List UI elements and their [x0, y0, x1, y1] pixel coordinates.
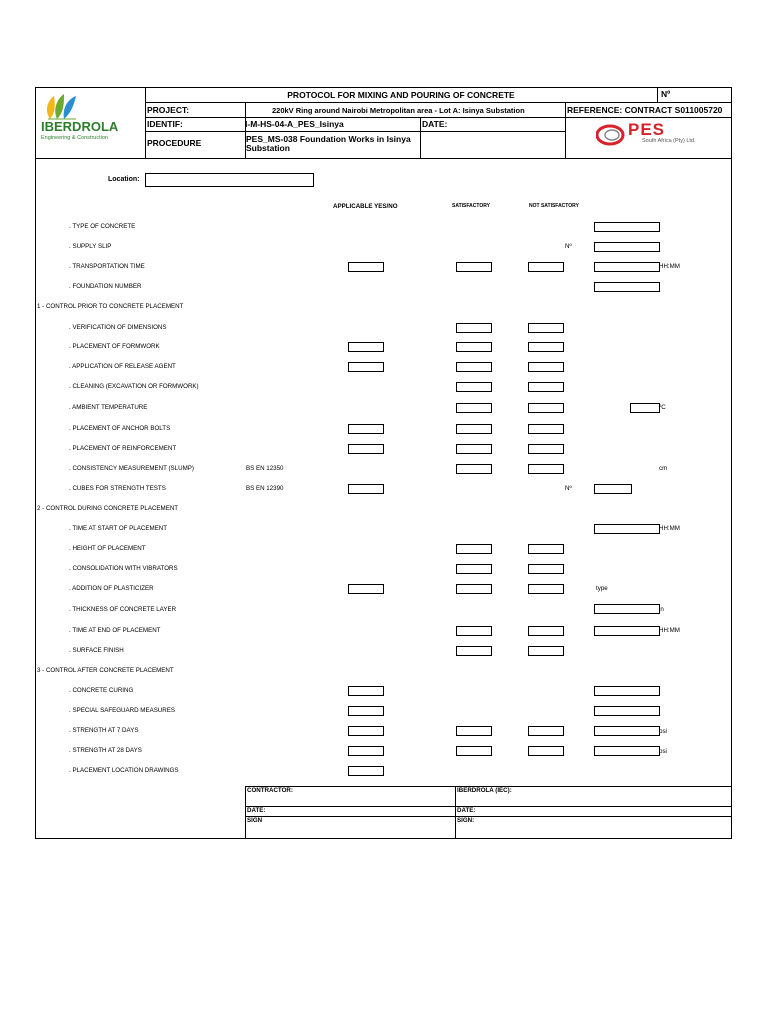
iberdrola-label: IBERDROLA (IEC): — [457, 787, 512, 794]
iberdrola-wordmark: IBERDROLA — [41, 119, 119, 134]
not-satisfactory-checkbox[interactable] — [528, 544, 564, 554]
procedure-label: PROCEDURE — [147, 138, 202, 148]
applicable-checkbox[interactable] — [348, 746, 384, 756]
form-title: PROTOCOL FOR MIXING AND POURING OF CONCRETE — [287, 90, 515, 100]
row-label: . TIME AT END OF PLACEMENT — [69, 627, 161, 634]
not-satisfactory-checkbox[interactable] — [528, 464, 564, 474]
contractor-label: CONTRACTOR: — [247, 787, 293, 794]
applicable-checkbox[interactable] — [348, 444, 384, 454]
project-label: PROJECT: — [147, 105, 190, 115]
header-line — [657, 87, 658, 102]
row-label: . TRANSPORTATION TIME — [69, 263, 145, 270]
value-field[interactable] — [594, 626, 660, 636]
satisfactory-checkbox[interactable] — [456, 424, 492, 434]
not-satisfactory-checkbox[interactable] — [528, 444, 564, 454]
standard-label: BS EN 12390 — [246, 485, 284, 492]
not-satisfactory-checkbox[interactable] — [528, 726, 564, 736]
not-satisfactory-checkbox[interactable] — [528, 564, 564, 574]
value-field[interactable] — [594, 524, 660, 534]
row-label: . AMBIENT TEMPERATURE — [69, 404, 148, 411]
contractor-sign-label: SIGN — [247, 817, 263, 824]
location-field[interactable] — [145, 173, 314, 187]
satisfactory-checkbox[interactable] — [456, 746, 492, 756]
satisfactory-checkbox[interactable] — [456, 382, 492, 392]
applicable-checkbox[interactable] — [348, 706, 384, 716]
unit-label: HH:MM — [659, 627, 680, 634]
satisfactory-checkbox[interactable] — [456, 564, 492, 574]
applicable-checkbox[interactable] — [348, 484, 384, 494]
row-label: . PLACEMENT OF FORMWORK — [69, 343, 160, 350]
row-label: . CONSOLIDATION WITH VIBRATORS — [69, 565, 178, 572]
swoosh-icon — [596, 122, 626, 148]
unit-label: psi — [659, 748, 667, 755]
value-field[interactable] — [594, 242, 660, 252]
pes-subtitle: South Africa (Pty) Ltd. — [642, 138, 696, 144]
not-satisfactory-checkbox[interactable] — [528, 342, 564, 352]
satisfactory-checkbox[interactable] — [456, 342, 492, 352]
not-satisfactory-checkbox[interactable] — [528, 323, 564, 333]
signature-line — [245, 806, 732, 807]
unit-label: HH:MM — [659, 263, 680, 270]
standard-label: BS EN 12350 — [246, 465, 284, 472]
header-line — [145, 117, 732, 118]
pes-wordmark: PES — [628, 120, 666, 139]
header-line — [565, 102, 566, 158]
project-value: 220kV Ring around Nairobi Metropolitan area - Lot A: Isinya Substation — [272, 106, 525, 115]
signature-line — [245, 816, 732, 817]
not-satisfactory-checkbox[interactable] — [528, 362, 564, 372]
type-note: type — [596, 585, 608, 592]
header-line — [35, 158, 732, 159]
row-label: . CONCRETE CURING — [69, 687, 134, 694]
iberdrola-logo — [40, 90, 140, 152]
value-field[interactable] — [594, 282, 660, 292]
value-field[interactable] — [630, 403, 660, 413]
section-heading: 2 - CONTROL DURING CONCRETE PLACEMENT — [37, 505, 179, 512]
section-heading: 1 - CONTROL PRIOR TO CONCRETE PLACEMENT — [37, 303, 184, 310]
header-line — [145, 131, 565, 132]
applicable-checkbox[interactable] — [348, 424, 384, 434]
row-label: . THICKNESS OF CONCRETE LAYER — [69, 606, 177, 613]
satisfactory-checkbox[interactable] — [456, 584, 492, 594]
unit-label: HH:MM — [659, 525, 680, 532]
satisfactory-checkbox[interactable] — [456, 626, 492, 636]
pes-logo — [596, 120, 706, 152]
iberdrola-sign-label: SIGN: — [457, 817, 475, 824]
value-field[interactable] — [594, 746, 660, 756]
row-label: . PLACEMENT LOCATION DRAWINGS — [69, 767, 179, 774]
row-label: . VERIFICATION OF DIMENSIONS — [69, 324, 167, 331]
row-label: . STRENGTH AT 28 DAYS — [69, 747, 142, 754]
row-label: . SURFACE FINISH — [69, 647, 124, 654]
applicable-checkbox[interactable] — [348, 262, 384, 272]
value-field[interactable] — [594, 686, 660, 696]
unit-label: cm — [659, 465, 668, 472]
not-satisfactory-header: NOT SATISFACTORY — [529, 203, 579, 209]
satisfactory-checkbox[interactable] — [456, 444, 492, 454]
applicable-checkbox[interactable] — [348, 766, 384, 776]
satisfactory-checkbox[interactable] — [456, 464, 492, 474]
row-label: . FOUNDATION NUMBER — [69, 283, 142, 290]
iberdrola-subtitle: Engineering & Construction — [41, 135, 108, 141]
row-label: . SUPPLY SLIP — [69, 243, 112, 250]
header-line — [145, 102, 732, 103]
applicable-checkbox[interactable] — [348, 342, 384, 352]
applicable-header: APPLICABLE YES/NO — [333, 203, 398, 210]
satisfactory-checkbox[interactable] — [456, 403, 492, 413]
applicable-checkbox[interactable] — [348, 362, 384, 372]
row-label: . STRENGTH AT 7 DAYS — [69, 727, 139, 734]
section-heading: 3 - CONTROL AFTER CONCRETE PLACEMENT — [37, 667, 174, 674]
row-label: . APPLICATION OF RELEASE AGENT — [69, 363, 176, 370]
satisfactory-checkbox[interactable] — [456, 646, 492, 656]
contractor-date-label: DATE: — [247, 807, 266, 814]
number-label: Nº — [661, 89, 671, 99]
row-label: . CLEANING (EXCAVATION OR FORMWORK) — [69, 383, 199, 390]
row-label: . TYPE OF CONCRETE — [69, 223, 136, 230]
number-note: Nº — [565, 243, 572, 250]
location-label: Location: — [108, 176, 140, 183]
signature-line — [455, 786, 456, 839]
satisfactory-checkbox[interactable] — [456, 726, 492, 736]
unit-label: psi — [659, 728, 667, 735]
identif-value: I-M-HS-04-A_PES_Isinya — [245, 119, 344, 129]
unit-label: ºC — [659, 404, 666, 411]
value-field[interactable] — [594, 706, 660, 716]
not-satisfactory-checkbox[interactable] — [528, 646, 564, 656]
not-satisfactory-checkbox[interactable] — [528, 584, 564, 594]
applicable-checkbox[interactable] — [348, 726, 384, 736]
header-line — [420, 117, 421, 158]
value-field[interactable] — [594, 484, 632, 494]
row-label: . SPECIAL SAFEGUARD MEASURES — [69, 707, 176, 714]
procedure-line-2: Substation — [246, 143, 290, 153]
satisfactory-checkbox[interactable] — [456, 544, 492, 554]
satisfactory-header: SATISFACTORY — [452, 203, 490, 209]
not-satisfactory-checkbox[interactable] — [528, 746, 564, 756]
row-label: . CUBES FOR STRENGTH TESTS — [69, 485, 166, 492]
reference-label: REFERENCE: CONTRACT S011005720 — [567, 105, 723, 115]
value-field[interactable] — [594, 604, 660, 614]
value-field[interactable] — [594, 262, 660, 272]
row-label: . TIME AT START OF PLACEMENT — [69, 525, 167, 532]
number-note: Nº — [565, 485, 572, 492]
satisfactory-checkbox[interactable] — [456, 362, 492, 372]
date-label: DATE: — [422, 119, 448, 129]
row-label: . PLACEMENT OF ANCHOR BOLTS — [69, 425, 171, 432]
identif-label: IDENTIF: — [147, 119, 183, 129]
value-field[interactable] — [594, 222, 660, 232]
applicable-checkbox[interactable] — [348, 584, 384, 594]
row-label: . ADDITION OF PLASTICIZER — [69, 585, 154, 592]
row-label: . HEIGHT OF PLACEMENT — [69, 545, 146, 552]
satisfactory-checkbox[interactable] — [456, 323, 492, 333]
procedure-line-1: PES_MS-038 Foundation Works in Isinya — [246, 134, 411, 144]
leaf-icon — [40, 90, 140, 120]
iberdrola-date-label: DATE: — [457, 807, 476, 814]
not-satisfactory-checkbox[interactable] — [528, 626, 564, 636]
value-field[interactable] — [594, 726, 660, 736]
satisfactory-checkbox[interactable] — [456, 262, 492, 272]
unit-label: in — [659, 606, 664, 613]
row-label: . PLACEMENT OF REINFORCEMENT — [69, 445, 177, 452]
applicable-checkbox[interactable] — [348, 686, 384, 696]
not-satisfactory-checkbox[interactable] — [528, 262, 564, 272]
not-satisfactory-checkbox[interactable] — [528, 382, 564, 392]
row-label: . CONSISTENCY MEASUREMENT (SLUMP) — [69, 465, 194, 472]
not-satisfactory-checkbox[interactable] — [528, 424, 564, 434]
not-satisfactory-checkbox[interactable] — [528, 403, 564, 413]
